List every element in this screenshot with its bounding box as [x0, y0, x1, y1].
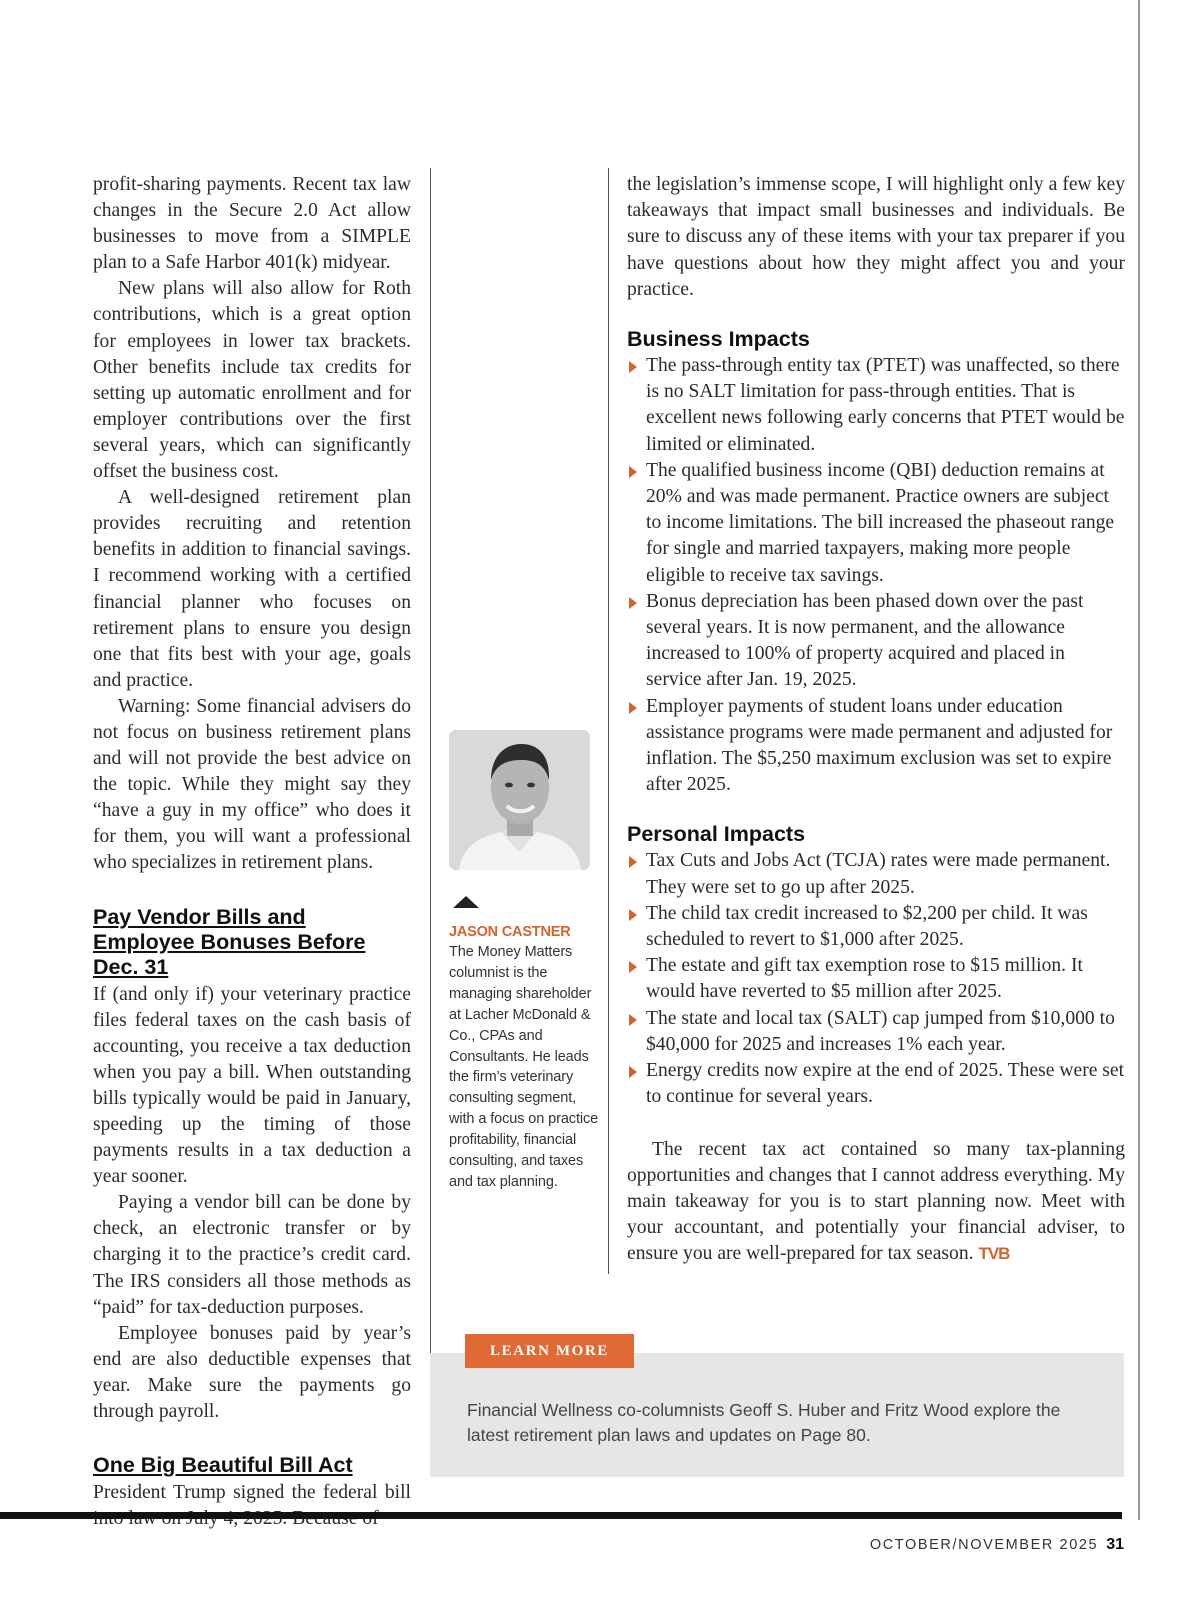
list-item: The qualified business income (QBI) deduction remains at 20% and was made permanent. Practice owners are subject to income limitations. The bill increased the phaseout range for single and married taxpayers, making more people eligible to receive tax savings.	[627, 458, 1125, 589]
paragraph: President Trump signed the federal bill	[93, 1482, 411, 1504]
triangle-bullet-icon	[629, 909, 637, 921]
list-item: The pass-through entity tax (PTET) was unaffected, so there is no SALT limitation for pass-through entities. That is excellent news following early concerns that PTET would be limited or eliminated.	[627, 353, 1125, 458]
paragraph: If (and only if) your veterinary practice files federal taxes on the cash basis of accounting, you receive a tax deduction when you pay a bill. When outstanding bills typically would be paid in January, speeding up the timing of those payments results in a tax deduction a year sooner.	[93, 983, 411, 1188]
footer-rule	[0, 1512, 1122, 1519]
triangle-bullet-icon	[629, 361, 637, 373]
list-item: Bonus depreciation has been phased down over the past several years. It is now permanent, and the allowance increased to 100% of property acquired and placed in service after Jan. 19, 2025.	[627, 589, 1125, 694]
list-item: The state and local tax (SALT) cap jumped from $10,000 to $40,000 for 2025 and increases 1% each year.	[627, 1006, 1125, 1058]
page-number: 31	[1106, 1536, 1124, 1553]
author-name: JASON CASTNER	[449, 924, 571, 940]
column-divider	[608, 168, 609, 1274]
page-edge-rule	[1138, 0, 1140, 1520]
section-heading-big-beautiful-bill: One Big Beautiful Bill Act	[93, 1453, 353, 1478]
page-footer	[870, 1536, 1124, 1554]
personal-impacts-list	[627, 848, 1125, 1110]
author-description: The Money Matters columnist is the managing shareholder at Lacher McDonald & Co., CPAs and Consultants. He leads the firm’s veterinary consulting segment, with a focus on practice profitability, financial consulting, and taxes and tax planning.	[449, 944, 599, 1190]
list-item: The estate and gift tax exemption rose to $15 million. It would have reverted to $5 million after 2025.	[627, 953, 1125, 1005]
author-photo	[449, 730, 590, 870]
triangle-bullet-icon	[629, 466, 637, 478]
paragraph: A well-designed retirement plan provides recruiting and retention benefits in addition to financial savings. I recommend working with a certified financial planner who focuses on retirement plans to ensure you design one that fits best with your age, goals and practice.	[93, 487, 411, 691]
author-portrait-image	[449, 730, 590, 870]
list-item: Employer payments of student loans under education assistance programs were made permanent and adjusted for inflation. The $5,250 maximum exclusion was set to expire after 2025.	[627, 694, 1125, 799]
article-column-3	[627, 172, 1125, 1268]
paragraph: the legislation’s immense scope, I will highlight only a few key takeaways that impact small businesses and individuals. Be sure to discuss any of these items with your tax preparer if you have questions about how they might affect you and your practice.	[627, 174, 1125, 300]
triangle-bullet-icon	[629, 1066, 637, 1078]
paragraph: profit-sharing payments. Recent tax law changes in the Secure 2.0 Act allow businesses to move from a SIMPLE plan to a Safe Harbor 401(k) midyear.	[93, 174, 411, 274]
triangle-bullet-icon	[629, 1014, 637, 1026]
paragraph: Employee bonuses paid by year’s end are also deductible expenses that year. Make sure the payments go through payroll.	[93, 1322, 411, 1423]
paragraph: Paying a vendor bill can be done by check, an electronic transfer or by charging it to the practice’s credit card. The IRS considers all those methods as “paid” for tax-deduction purposes.	[93, 1192, 411, 1318]
paragraph: New plans will also allow for Roth contributions, which is a great option for employees in lower tax brackets. Other benefits include tax credits for setting up automatic enrollment and for employer contributions over the first several years, which can significantly offset the business cost.	[93, 278, 411, 483]
paragraph: Warning: Some financial advisers do not focus on business retirement plans and will not provide the best advice on the topic. While they might say they “have a guy in my office” who does it for them, you will want a professional who specializes in retirement plans.	[93, 695, 411, 874]
business-impacts-list	[627, 353, 1125, 798]
triangle-bullet-icon	[629, 597, 637, 609]
learn-more-button[interactable]: LEARN MORE	[465, 1334, 634, 1368]
issue-date: OCTOBER/NOVEMBER 2025	[869, 1537, 1099, 1553]
list-item: Energy credits now expire at the end of 2025. These were set to continue for several years.	[627, 1058, 1125, 1110]
list-item: Tax Cuts and Jobs Act (TCJA) rates were made permanent. They were set to go up after 2025.	[627, 848, 1125, 900]
closing-paragraph: The recent tax act contained so many tax-planning opportunities and changes that I cannot address everything. My main takeaway for you is to start planning now. Meet with your accountant, and potentially your financial adviser, to ensure you are well-prepared for tax season. TVB	[627, 1138, 1125, 1265]
triangle-up-icon	[453, 896, 479, 908]
learn-more-text: Financial Wellness co-columnists Geoff S. Huber and Fritz Wood explore the latest retirement plan laws and updates on Page 80.	[467, 1400, 1061, 1445]
list-item: The child tax credit increased to $2,200 per child. It was scheduled to revert to $1,000 after 2025.	[627, 901, 1125, 953]
section-heading-personal-impacts: Personal Impacts	[627, 822, 806, 847]
tvb-end-mark-logo: TVB	[978, 1244, 1010, 1264]
section-heading-business-impacts: Business Impacts	[627, 327, 810, 352]
triangle-bullet-icon	[629, 702, 637, 714]
triangle-bullet-icon	[629, 856, 637, 868]
article-column-1	[93, 172, 411, 1532]
author-bio	[449, 730, 599, 1193]
section-heading-vendor-bills: Pay Vendor Bills and Employee Bonuses Before Dec. 31	[93, 904, 366, 979]
triangle-bullet-icon	[629, 961, 637, 973]
column-divider	[430, 168, 431, 1468]
